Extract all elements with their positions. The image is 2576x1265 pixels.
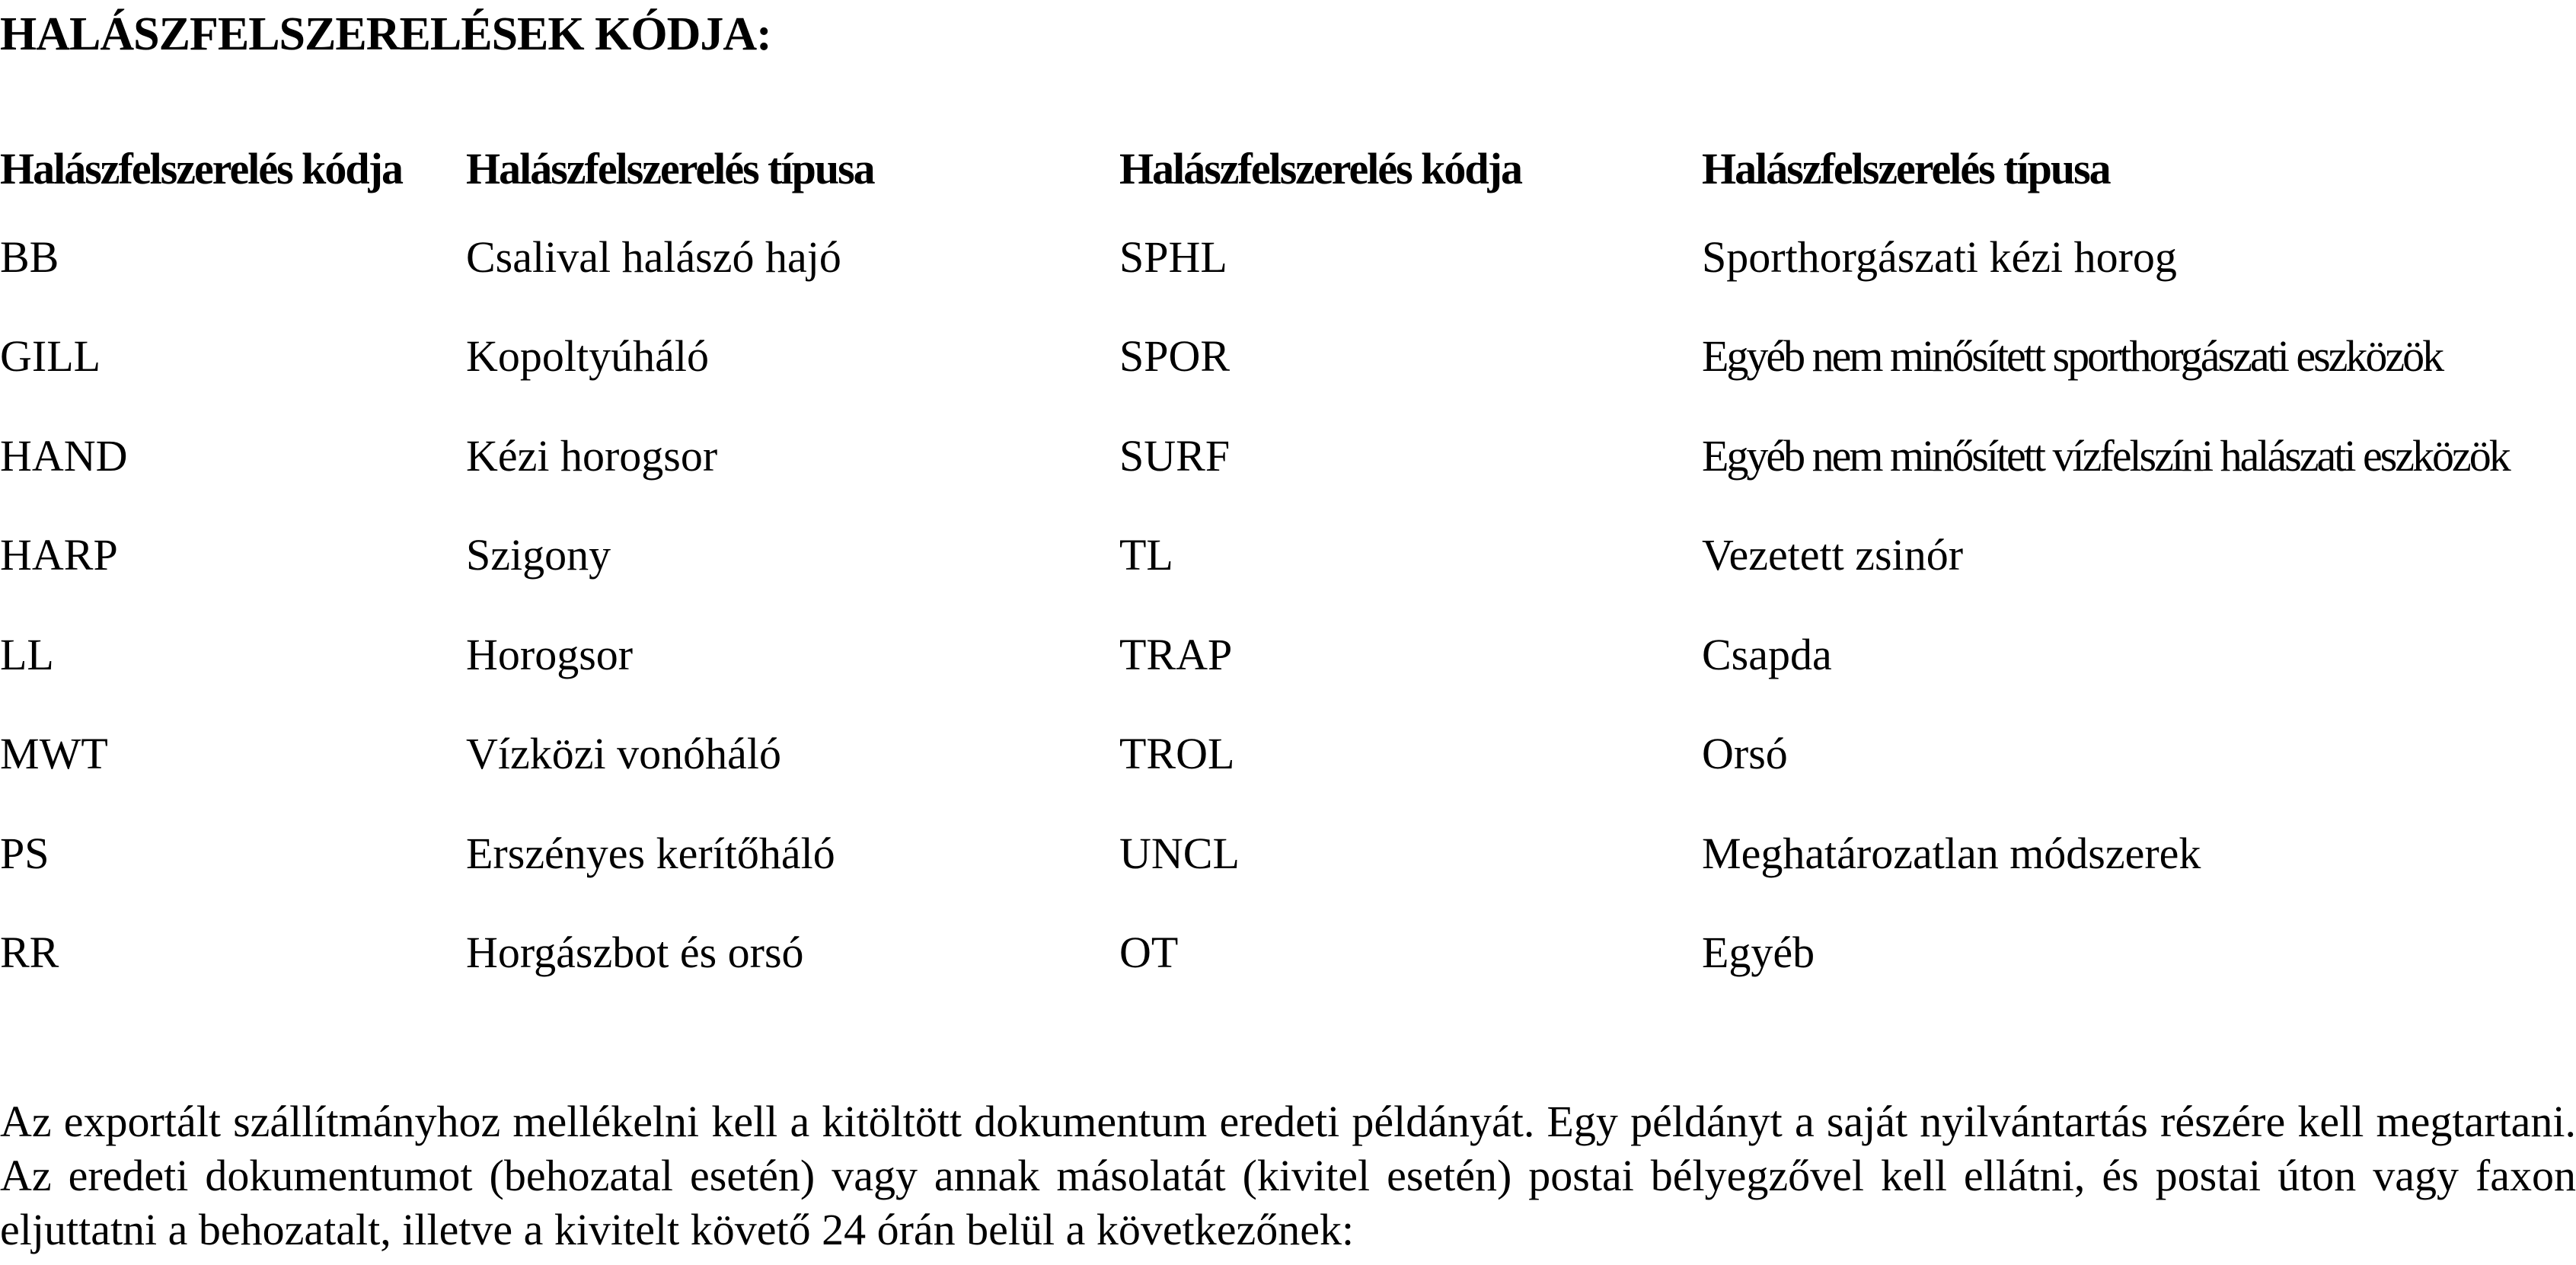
table-row xyxy=(0,207,2576,307)
gear-code-cell: LL xyxy=(0,629,54,679)
table-header-row xyxy=(0,129,2576,207)
gear-type-cell: Csapda xyxy=(1702,629,1832,679)
gear-code-cell: UNCL xyxy=(1119,828,1240,878)
table-row xyxy=(0,903,2576,1003)
gear-type-cell: Egyéb nem minősített sporthorgászati eszközök xyxy=(1702,331,2443,382)
gear-type-cell: Szigony xyxy=(466,530,611,580)
table-row xyxy=(0,506,2576,605)
gear-code-cell: PS xyxy=(0,828,49,878)
gear-code-cell: SPOR xyxy=(1119,331,1231,382)
gear-type-cell: Erszényes kerítőháló xyxy=(466,828,835,878)
gear-code-cell: RR xyxy=(0,928,59,978)
gear-type-cell: Kézi horogsor xyxy=(466,430,718,481)
table-row xyxy=(0,406,2576,506)
gear-type-cell: Vízközi vonóháló xyxy=(466,729,781,779)
table-row xyxy=(0,307,2576,407)
header-gear-code-1: Halászfelszerelés kódja xyxy=(0,143,402,193)
section-heading: HALÁSZFELSZERELÉSEK KÓDJA: xyxy=(0,8,771,60)
gear-type-cell: Horogsor xyxy=(466,629,634,679)
gear-code-cell: GILL xyxy=(0,331,101,382)
gear-code-cell: SURF xyxy=(1119,430,1231,481)
gear-code-cell: BB xyxy=(0,232,59,282)
header-gear-code-2: Halászfelszerelés kódja xyxy=(1119,143,1521,193)
table-row xyxy=(0,605,2576,704)
table-row xyxy=(0,704,2576,804)
gear-code-cell: HARP xyxy=(0,530,118,580)
gear-code-cell: TRAP xyxy=(1119,629,1233,679)
fishing-gear-codes-table xyxy=(0,129,2576,1002)
gear-code-cell: SPHL xyxy=(1119,232,1227,282)
gear-type-cell: Vezetett zsinór xyxy=(1702,530,1964,580)
table-row xyxy=(0,803,2576,903)
gear-code-cell: OT xyxy=(1119,928,1179,978)
gear-code-cell: HAND xyxy=(0,430,128,481)
gear-type-cell: Csalival halászó hajó xyxy=(466,232,841,282)
gear-type-cell: Meghatározatlan módszerek xyxy=(1702,828,2201,878)
gear-type-cell: Orsó xyxy=(1702,729,1788,779)
gear-type-cell: Kopoltyúháló xyxy=(466,331,709,382)
gear-code-cell: MWT xyxy=(0,729,108,779)
header-gear-type-1: Halászfelszerelés típusa xyxy=(466,143,874,193)
gear-type-cell: Egyéb nem minősített vízfelszíni halászati eszközök xyxy=(1702,430,2509,481)
gear-type-cell: Egyéb xyxy=(1702,928,1815,978)
gear-type-cell: Sporthorgászati kézi horog xyxy=(1702,232,2177,282)
gear-type-cell: Horgászbot és orsó xyxy=(466,928,804,978)
instructions-paragraph: Az exportált szállítmányhoz mellékelni kell a kitöltött dokumentum eredeti példányát. Egy példányt a saját nyilvántartás részére kell megtartani. Az eredeti dokumentumot (behozatal esetén) vagy annak másolatát (kivitel esetén) postai bélyegzővel kell ellátni, és postai úton vagy faxon eljuttatni a behozatalt, illetve a kivitelt követő 24 órán belül a következőnek: xyxy=(0,1097,2576,1254)
gear-code-cell: TROL xyxy=(1119,729,1235,779)
header-gear-type-2: Halászfelszerelés típusa xyxy=(1702,143,2110,193)
gear-code-cell: TL xyxy=(1119,530,1173,580)
